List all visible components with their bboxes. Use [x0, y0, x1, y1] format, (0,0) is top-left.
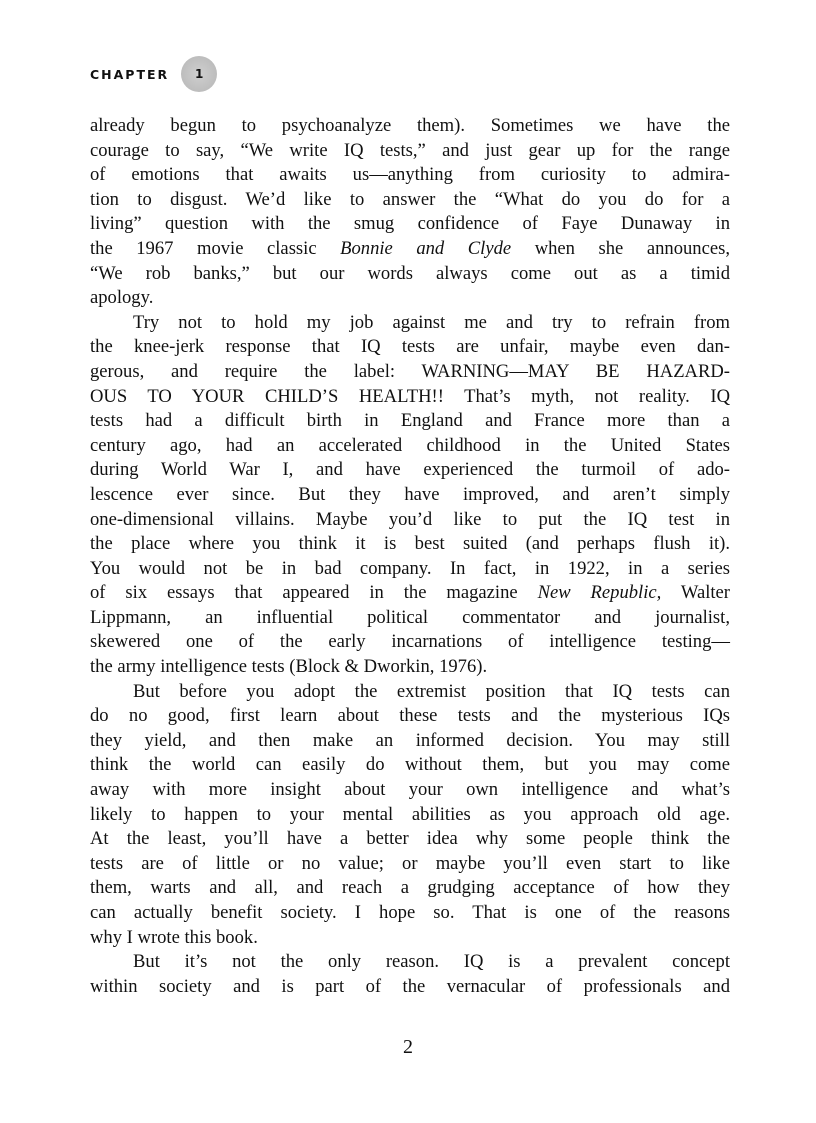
text-line: At the least, you’ll have a better idea why some people think the [90, 828, 730, 850]
chapter-number-badge: 1 [181, 56, 217, 92]
text-line: think the world can easily do without them, but you may come [90, 754, 730, 776]
text-line: You would not be in bad company. In fact, in 1922, in a series [90, 557, 730, 579]
text-line: within society and is part of the vernacular of professionals and [90, 975, 730, 997]
body-text [90, 114, 730, 999]
text-line: they yield, and then make an informed decision. You may still [90, 729, 730, 751]
text-line: lescence ever since. But they have improved, and aren’t simply [90, 483, 730, 505]
text-line: them, warts and all, and reach a grudging acceptance of how they [90, 877, 730, 899]
text-line: the knee-jerk response that IQ tests are unfair, maybe even dan- [90, 336, 730, 358]
movie-title: Bonnie and Clyde [340, 237, 512, 259]
text-line: why I wrote this book. [90, 926, 258, 948]
text-line: do no good, first learn about these tests and the mysterious IQs [90, 705, 730, 727]
text-line: But before you adopt the extremist position that IQ tests can [133, 680, 730, 702]
page-number: 2 [403, 1036, 413, 1058]
text-line: tion to disgust. We’d like to answer the “What do you do for a [90, 188, 730, 210]
text-line: tests are of little or no value; or maybe you’ll even start to like [90, 852, 730, 874]
magazine-title: New Republic, [537, 582, 662, 604]
text-line: the 1967 movie classic Bonnie and Clyde when she announces, [90, 237, 730, 259]
text-line: already begun to psychoanalyze them). Sometimes we have the [90, 115, 730, 136]
text-line: of six essays that appeared in the magazine New Republic, Walter [90, 582, 730, 604]
chapter-label: CHAPTER [90, 66, 170, 82]
text-line: gerous, and require the label: WARNING—MAY BE HAZARD- [90, 360, 730, 382]
text-line: apology. [90, 287, 154, 309]
text-line: of emotions that awaits us—anything from curiosity to admira- [90, 164, 730, 186]
text-line: one-dimensional villains. Maybe you’d like to put the IQ test in [90, 508, 730, 530]
text-line: tests had a difficult birth in England and France more than a [90, 410, 730, 432]
text-line: OUS TO YOUR CHILD’S HEALTH!! That’s myth, not reality. IQ [90, 385, 730, 407]
text-line: away with more insight about your own intelligence and what’s [90, 779, 730, 801]
text-line: Lippmann, an influential political commentator and journalist, [90, 606, 730, 628]
text-line: But it’s not the only reason. IQ is a prevalent concept [133, 951, 730, 973]
text-line: the place where you think it is best suited (and perhaps flush it). [90, 533, 730, 555]
text-line: century ago, had an accelerated childhood in the United States [90, 434, 730, 456]
text-line: likely to happen to your mental abilities as you approach old age. [90, 803, 730, 825]
text-line: courage to say, “We write IQ tests,” and just gear up for the range [90, 139, 730, 161]
text-line: during World War I, and have experienced the turmoil of ado- [90, 459, 730, 481]
text-line: skewered one of the early incarnations of intelligence testing— [90, 631, 730, 653]
chapter-header [90, 56, 217, 92]
text-line: “We rob banks,” but our words always come out as a timid [90, 262, 730, 284]
text-line: the army intelligence tests (Block & Dworkin, 1976). [90, 656, 488, 678]
text-line: can actually benefit society. I hope so. That is one of the reasons [90, 902, 730, 923]
text-line: Try not to hold my job against me and try to refrain from [133, 311, 730, 333]
text-line: living” question with the smug confidence of Faye Dunaway in [90, 213, 730, 235]
